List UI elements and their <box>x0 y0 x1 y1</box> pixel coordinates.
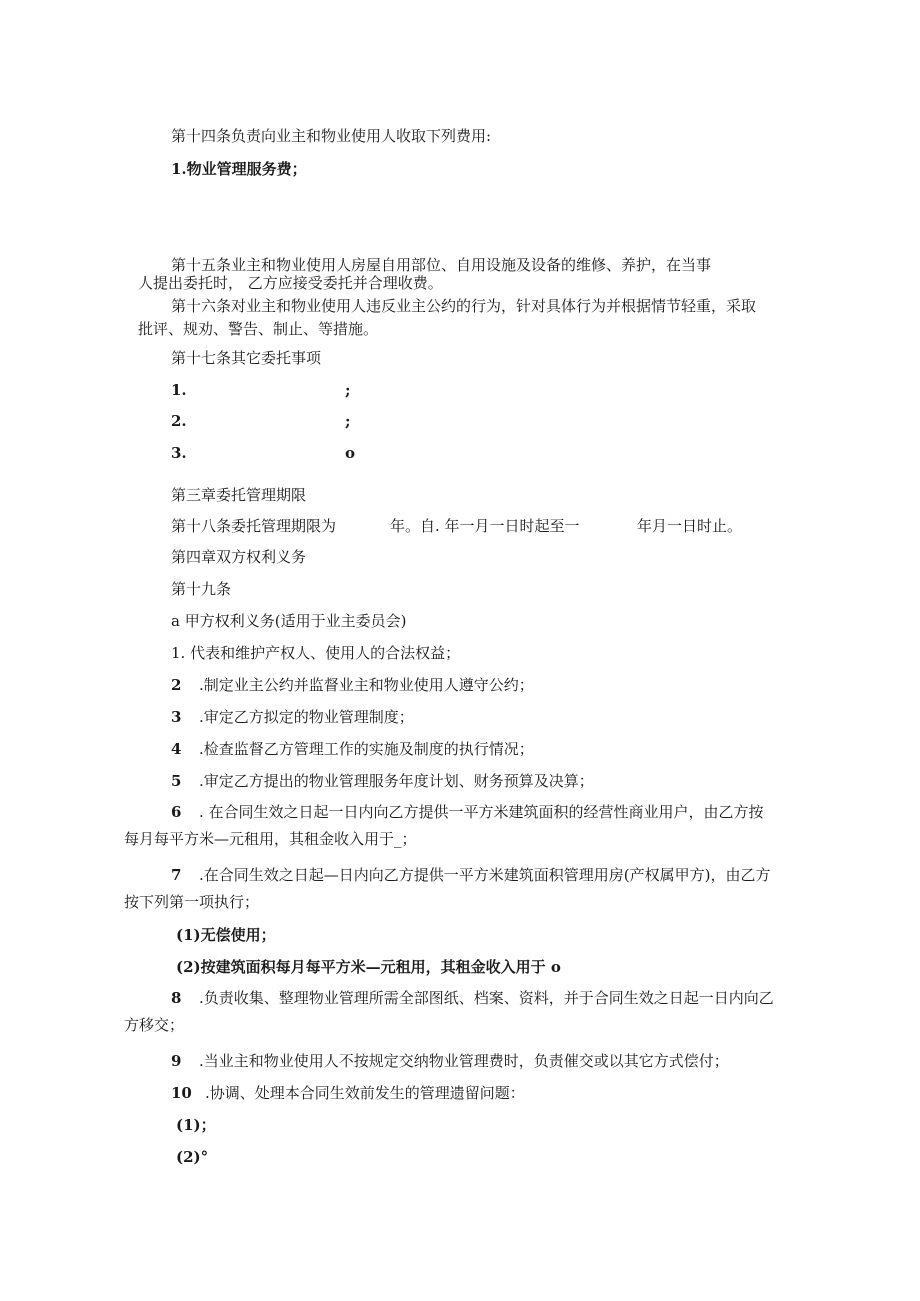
duty-item-2 <box>171 676 534 694</box>
duty-item-2-number: 2 <box>171 676 182 694</box>
article-18-part-a: 第十八条委托管理期限为 <box>171 517 337 535</box>
article-15-line-1: 第十五条业主和物业使用人房屋自用部位、自用设施及设备的维修、养护，在当事 <box>171 256 712 274</box>
duty-item-9 <box>171 1052 729 1070</box>
duty-item-4 <box>171 740 534 758</box>
chapter-4-title: 第四章双方权利义务 <box>171 548 307 566</box>
duty-item-8-number: 8 <box>171 989 182 1007</box>
duty-item-10 <box>171 1084 525 1102</box>
duty-item-9-number: 9 <box>171 1052 182 1070</box>
article-15-line-2: 人提出委托时， 乙方应接受委托并合理收费。 <box>138 274 443 292</box>
duty-item-10-text: .协调、处理本合同生效前发生的管理遗留问题： <box>205 1084 525 1102</box>
duty-item-4-number: 4 <box>171 740 182 758</box>
duty-item-7-option-2: (2)按建筑面积每月每平方米—元租用，其租金收入用于 o <box>176 958 561 976</box>
duty-item-5-number: 5 <box>171 772 182 790</box>
article-17-heading: 第十七条其它委托事项 <box>171 349 322 367</box>
duty-item-6-line-2: 每月每平方米—元租用，其租金收入用于_； <box>124 830 417 848</box>
duty-item-8-line-2: 方移交； <box>124 1016 185 1034</box>
duty-item-6-line-1 <box>171 803 764 821</box>
article-17-item-2-number: 2. <box>171 412 187 430</box>
duty-item-7-text: .在合同生效之日起—日内向乙方提供一平方米建筑面积管理用房(产权属甲方)，由乙方 <box>199 866 771 884</box>
duty-item-5 <box>171 772 594 790</box>
duty-item-8-line-1 <box>171 989 774 1007</box>
article-14-heading: 第十四条负责向业主和物业使用人收取下列费用: <box>171 127 492 145</box>
duty-item-5-text: .审定乙方提出的物业管理服务年度计划、财务预算及决算； <box>199 772 594 790</box>
duty-item-7-option-1: (1)无偿使用； <box>176 926 276 944</box>
duty-item-9-text: .当业主和物业使用人不按规定交纳物业管理费时，负责催交或以其它方式偿付； <box>199 1052 729 1070</box>
article-17-item-3-end: o <box>345 444 356 462</box>
duty-item-10-option-1: (1)； <box>176 1116 216 1134</box>
duty-item-10-option-2: (2)° <box>176 1148 209 1166</box>
article-17-item-1-number: 1. <box>171 381 187 399</box>
duty-item-10-number: 10 <box>171 1084 192 1102</box>
duty-item-3-number: 3 <box>171 708 182 726</box>
duty-item-3-text: .审定乙方拟定的物业管理制度； <box>199 708 414 726</box>
duty-item-7-number: 7 <box>171 866 182 884</box>
article-18-part-c: 年月一日时止。 <box>637 517 743 535</box>
duty-item-1: 1. 代表和维护产权人、使用人的合法权益； <box>171 644 461 662</box>
duty-item-3 <box>171 708 414 726</box>
article-14-item-1: 1.物业管理服务费； <box>171 160 307 178</box>
duty-item-6-number: 6 <box>171 803 182 821</box>
duty-item-4-text: .检查监督乙方管理工作的实施及制度的执行情况； <box>199 740 534 758</box>
article-17-item-2-end: ; <box>345 412 351 430</box>
duty-item-2-text: .制定业主公约并监督业主和物业使用人遵守公约； <box>199 676 534 694</box>
article-16-line-2: 批评、规劝、警告、制止、等措施。 <box>138 320 379 338</box>
article-18-part-b: 年。自. 年一月一日时起至一 <box>390 517 580 535</box>
chapter-3-title: 第三章委托管理期限 <box>171 486 307 504</box>
duty-item-7-line-1 <box>171 866 770 884</box>
article-19-heading: 第十九条 <box>171 580 232 598</box>
duty-item-8-text: .负责收集、整理物业管理所需全部图纸、档案、资料，并于合同生效之日起一日内向乙 <box>199 989 774 1007</box>
article-16-line-1: 第十六条对业主和物业使用人违反业主公约的行为，针对具体行为并根据情节轻重，采取 <box>171 297 757 315</box>
duty-item-7-line-2: 按下列第一项执行； <box>124 893 260 911</box>
article-17-item-1-end: ; <box>345 381 351 399</box>
section-a-heading: a 甲方权利义务(适用于业主委员会) <box>171 612 407 630</box>
article-17-item-3-number: 3. <box>171 444 187 462</box>
duty-item-6-text: . 在合同生效之日起一日内向乙方提供一平方米建筑面积的经营性商业用户，由乙方按 <box>199 803 764 821</box>
